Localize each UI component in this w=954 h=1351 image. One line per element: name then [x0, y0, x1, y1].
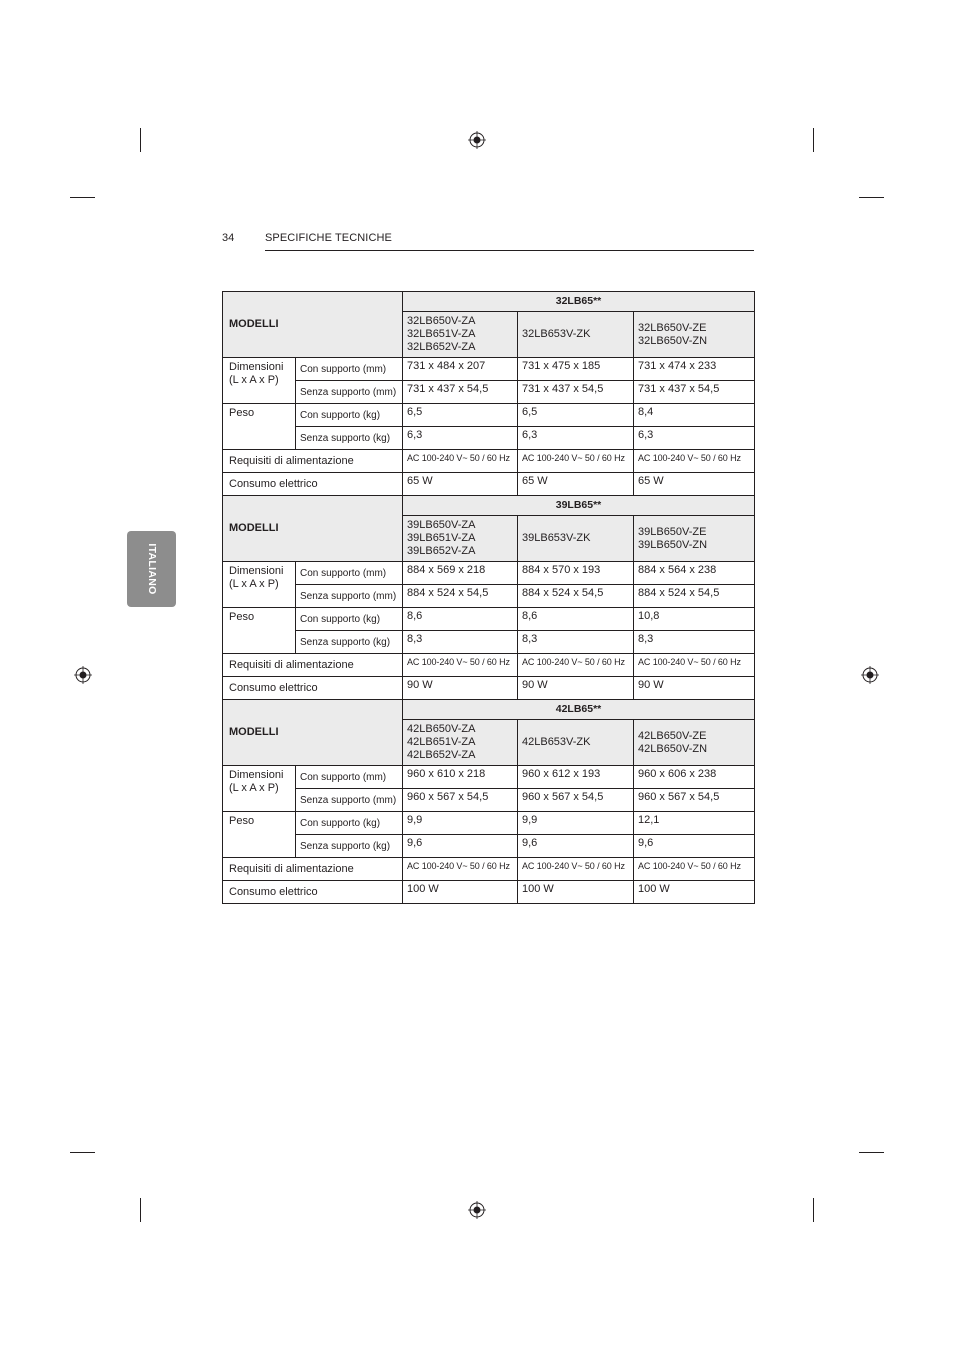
series-header: 42LB65** [403, 700, 755, 720]
table-row [223, 427, 755, 450]
cell-line: (L x A x P) [229, 374, 279, 386]
power-consumption-label: Consumo elettrico [223, 677, 403, 700]
dimension-value: 731 x 475 x 185 [518, 358, 634, 381]
dimension-value: 884 x 569 x 218 [403, 562, 518, 585]
dimension-value: 960 x 567 x 54,5 [634, 789, 755, 812]
table-row [223, 700, 755, 720]
weight-value: 6,3 [518, 427, 634, 450]
power-requirements-label: Requisiti di alimentazione [223, 450, 403, 473]
crop-mark [70, 197, 95, 198]
with-stand-kg-label: Con supporto (kg) [296, 608, 403, 631]
table-row [223, 858, 755, 881]
model-variant-cell [518, 312, 634, 358]
dimension-value: 960 x 612 x 193 [518, 766, 634, 789]
language-tab [127, 531, 176, 607]
power-requirements-label: Requisiti di alimentazione [223, 654, 403, 677]
power-requirements-value: AC 100-240 V~ 50 / 60 Hz [403, 654, 518, 677]
cell-line: 39LB650V-ZN [638, 538, 708, 551]
without-stand-kg-label: Senza supporto (kg) [296, 835, 403, 858]
power-requirements-value: AC 100-240 V~ 50 / 60 Hz [634, 450, 755, 473]
section-title: SPECIFICHE TECNICHE [265, 232, 392, 244]
crop-mark [140, 1198, 141, 1222]
weight-value: 6,5 [518, 404, 634, 427]
power-consumption-value: 90 W [634, 677, 755, 700]
without-stand-mm-label: Senza supporto (mm) [296, 789, 403, 812]
dimensions-label [223, 766, 296, 812]
table-row [223, 404, 755, 427]
cell-line: 39LB650V-ZE [638, 525, 707, 538]
weight-value: 9,9 [518, 812, 634, 835]
dimension-value: 731 x 437 x 54,5 [634, 381, 755, 404]
weight-value: 6,5 [403, 404, 518, 427]
cell-line: 32LB650V-ZN [638, 334, 708, 347]
models-label: MODELLI [223, 700, 403, 766]
cell-line: 42LB653V-ZK [522, 736, 591, 748]
model-variant-cell [518, 516, 634, 562]
cell-line: 39LB653V-ZK [522, 532, 591, 544]
cell-line: Dimensioni [229, 361, 284, 373]
crop-mark [140, 128, 141, 152]
spec-table-body [223, 292, 755, 904]
power-requirements-value: AC 100-240 V~ 50 / 60 Hz [403, 450, 518, 473]
cell-line: 39LB652V-ZA [407, 545, 476, 557]
power-consumption-label: Consumo elettrico [223, 881, 403, 904]
weight-value: 9,6 [634, 835, 755, 858]
table-row [223, 881, 755, 904]
dimension-value: 884 x 524 x 54,5 [634, 585, 755, 608]
model-variant-cell [518, 720, 634, 766]
weight-value: 8,3 [403, 631, 518, 654]
table-row [223, 292, 755, 312]
table-row [223, 562, 755, 585]
dimension-value: 731 x 437 x 54,5 [403, 381, 518, 404]
table-row [223, 835, 755, 858]
cell-line: 42LB650V-ZA [407, 723, 476, 735]
weight-value: 9,9 [403, 812, 518, 835]
model-variant-cell [403, 720, 518, 766]
power-requirements-value: AC 100-240 V~ 50 / 60 Hz [634, 858, 755, 881]
weight-value: 6,3 [634, 427, 755, 450]
weight-value: 8,3 [518, 631, 634, 654]
table-row [223, 496, 755, 516]
cell-line: 42LB650V-ZN [638, 742, 708, 755]
power-requirements-value: AC 100-240 V~ 50 / 60 Hz [518, 654, 634, 677]
without-stand-kg-label: Senza supporto (kg) [296, 631, 403, 654]
dimension-value: 884 x 524 x 54,5 [403, 585, 518, 608]
crop-mark [859, 197, 884, 198]
power-consumption-value: 90 W [518, 677, 634, 700]
cell-line: 42LB651V-ZA [407, 736, 476, 748]
dimension-value: 731 x 484 x 207 [403, 358, 518, 381]
series-header: 39LB65** [403, 496, 755, 516]
power-consumption-value: 100 W [518, 881, 634, 904]
cell-line: 39LB650V-ZA [407, 519, 476, 531]
model-variant-cell [634, 312, 755, 358]
power-consumption-value: 65 W [518, 473, 634, 496]
power-consumption-value: 90 W [403, 677, 518, 700]
dimension-value: 960 x 610 x 218 [403, 766, 518, 789]
model-variant-cell [403, 516, 518, 562]
cell-line: 39LB651V-ZA [407, 532, 476, 544]
power-requirements-label: Requisiti di alimentazione [223, 858, 403, 881]
power-consumption-value: 100 W [403, 881, 518, 904]
weight-label: Peso [223, 812, 296, 858]
cell-line: 42LB650V-ZE [638, 729, 707, 742]
dimension-value: 884 x 564 x 238 [634, 562, 755, 585]
table-row [223, 766, 755, 789]
crop-mark [813, 1198, 814, 1222]
cell-line: Dimensioni [229, 769, 284, 781]
without-stand-kg-label: Senza supporto (kg) [296, 427, 403, 450]
dimension-value: 960 x 567 x 54,5 [403, 789, 518, 812]
table-row [223, 381, 755, 404]
weight-value: 8,6 [518, 608, 634, 631]
with-stand-mm-label: Con supporto (mm) [296, 562, 403, 585]
cell-line: (L x A x P) [229, 578, 279, 590]
cell-line: 32LB650V-ZA [407, 315, 476, 327]
power-requirements-value: AC 100-240 V~ 50 / 60 Hz [634, 654, 755, 677]
weight-label: Peso [223, 404, 296, 450]
page-number: 34 [222, 232, 235, 244]
weight-value: 12,1 [634, 812, 755, 835]
language-tab-label: ITALIANO [145, 543, 158, 595]
without-stand-mm-label: Senza supporto (mm) [296, 381, 403, 404]
header-rule [265, 250, 754, 251]
cell-line: 32LB652V-ZA [407, 341, 476, 353]
weight-value: 9,6 [403, 835, 518, 858]
model-variant-cell [634, 720, 755, 766]
cell-line: 32LB650V-ZE [638, 321, 707, 334]
dimension-value: 960 x 567 x 54,5 [518, 789, 634, 812]
dimensions-label [223, 358, 296, 404]
crop-mark [813, 128, 814, 152]
model-variant-cell [403, 312, 518, 358]
weight-value: 8,3 [634, 631, 755, 654]
weight-label: Peso [223, 608, 296, 654]
registration-mark-icon [468, 1201, 486, 1219]
registration-mark-icon [74, 666, 92, 684]
table-row [223, 677, 755, 700]
weight-value: 8,6 [403, 608, 518, 631]
table-row [223, 473, 755, 496]
with-stand-mm-label: Con supporto (mm) [296, 358, 403, 381]
table-row [223, 450, 755, 473]
without-stand-mm-label: Senza supporto (mm) [296, 585, 403, 608]
dimension-value: 884 x 570 x 193 [518, 562, 634, 585]
with-stand-mm-label: Con supporto (mm) [296, 766, 403, 789]
table-row [223, 631, 755, 654]
crop-mark [70, 1152, 95, 1153]
table-row [223, 358, 755, 381]
with-stand-kg-label: Con supporto (kg) [296, 812, 403, 835]
weight-value: 10,8 [634, 608, 755, 631]
spec-table [222, 291, 755, 904]
table-row [223, 654, 755, 677]
power-requirements-value: AC 100-240 V~ 50 / 60 Hz [518, 450, 634, 473]
cell-line: Dimensioni [229, 565, 284, 577]
model-variant-cell [634, 516, 755, 562]
dimension-value: 884 x 524 x 54,5 [518, 585, 634, 608]
table-row [223, 585, 755, 608]
power-consumption-label: Consumo elettrico [223, 473, 403, 496]
table-row [223, 608, 755, 631]
power-consumption-value: 65 W [403, 473, 518, 496]
models-label: MODELLI [223, 292, 403, 358]
power-consumption-value: 65 W [634, 473, 755, 496]
cell-line: 32LB653V-ZK [522, 328, 591, 340]
dimension-value: 731 x 437 x 54,5 [518, 381, 634, 404]
cell-line: (L x A x P) [229, 782, 279, 794]
models-label: MODELLI [223, 496, 403, 562]
dimension-value: 960 x 606 x 238 [634, 766, 755, 789]
weight-value: 9,6 [518, 835, 634, 858]
registration-mark-icon [861, 666, 879, 684]
dimension-value: 731 x 474 x 233 [634, 358, 755, 381]
power-requirements-value: AC 100-240 V~ 50 / 60 Hz [403, 858, 518, 881]
weight-value: 6,3 [403, 427, 518, 450]
crop-mark [859, 1152, 884, 1153]
cell-line: 42LB652V-ZA [407, 749, 476, 761]
power-consumption-value: 100 W [634, 881, 755, 904]
power-requirements-value: AC 100-240 V~ 50 / 60 Hz [518, 858, 634, 881]
table-row [223, 812, 755, 835]
cell-line: 32LB651V-ZA [407, 328, 476, 340]
table-row [223, 789, 755, 812]
series-header: 32LB65** [403, 292, 755, 312]
dimensions-label [223, 562, 296, 608]
with-stand-kg-label: Con supporto (kg) [296, 404, 403, 427]
weight-value: 8,4 [634, 404, 755, 427]
registration-mark-icon [468, 131, 486, 149]
